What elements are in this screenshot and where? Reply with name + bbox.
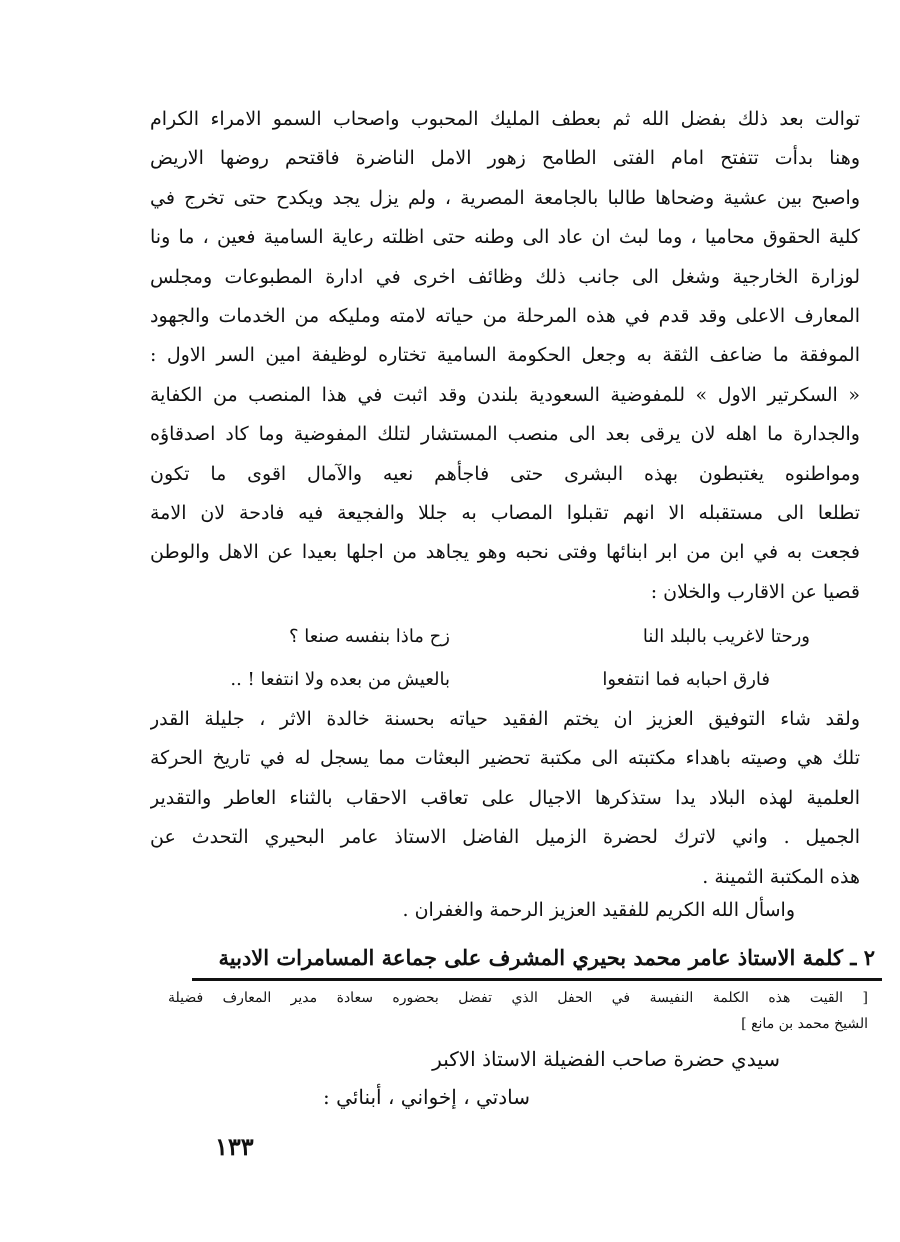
verse-line-2-first-hemistich: فارق احبابه فما انتفعوا xyxy=(602,669,770,690)
text-line: المعارف الاعلى وقد قدم في هذه المرحلة من حياته لامته ومليكه من الخدمات والجهود xyxy=(150,304,860,327)
text-line: الموفقة ما ضاعف الثقة به وجعل الحكومة السامية تختاره لوظيفة امين السر الاول : xyxy=(150,344,860,367)
salutation-line-1: سيدي حضرة صاحب الفضيلة الاستاذ الاكبر xyxy=(432,1047,780,1071)
text-line: تلك هي وصيته باهداء مكتبته الى مكتبة تحضير البعثات مما يسجل له في تاريخ الحركة xyxy=(150,747,860,770)
page-number: ١٣٣ xyxy=(215,1132,254,1161)
text-line: ولقد شاء التوفيق العزيز ان يختم الفقيد حياته بحسنة خالدة الاثر ، جليلة القدر xyxy=(150,708,860,730)
note-line: [ القيت هذه الكلمة النفيسة في الحفل الذي تفضل بحضوره سعادة مدير المعارف فضيلة xyxy=(168,990,868,1006)
text-line: كلية الحقوق محاميا ، وما لبث ان عاد الى وطنه حتى اظلته رعاية السامية فعين ، ما ونا xyxy=(150,226,860,249)
text-line: « السكرتير الاول » للمفوضية السعودية بلندن وقد اثبت في هذا المنصب من الكفاية xyxy=(150,383,860,406)
text-line: وهنا بدأت تتفتح امام الفتى الطامح زهور الامل الناضرة فاقتحم روضها الاريض xyxy=(150,147,860,170)
note-line: الشيخ محمد بن مانع ] xyxy=(741,1016,868,1032)
text-line: ومواطنوه يغتبطون بهذه البشرى حتى فاجأهم نعيه والآمال اقوى ما تكون xyxy=(150,462,860,485)
text-line: والجدارة ما اهله لان يرقى بعد الى منصب المستشار لتلك المفوضية وما كاد اصدقاؤه xyxy=(150,423,860,446)
text-line: واصبح بين عشية وضحاها طالبا بالجامعة المصرية ، ولم يزل يجد ويكدح حتى تخرج في xyxy=(150,186,860,209)
text-line: العلمية لهذه البلاد يدا ستذكرها الاجيال على تعاقب الاحقاب بالثناء العاطر والتقدير xyxy=(150,786,860,809)
text-line: الجميل . واني لاترك لحضرة الزميل الفاضل الاستاذ عامر البحيري التحدث عن xyxy=(150,826,860,849)
body-paragraph-2 xyxy=(150,700,860,897)
verse-line-1-second-hemistich: زح ماذا بنفسه صنعا ؟ xyxy=(288,626,450,647)
text-line: لوزارة الخارجية وشغل الى جانب ذلك وظائف اخرى في ادارة المطبوعات ومجلس xyxy=(150,265,860,288)
salutation-line-2: سادتي ، إخواني ، أبنائي : xyxy=(323,1085,530,1109)
closing-prayer-line: واسأل الله الكريم للفقيد العزيز الرحمة والغفران . xyxy=(402,899,795,921)
text-line: هذه المكتبة الثمينة . xyxy=(702,865,860,888)
text-line: قصيا عن الاقارب والخلان : xyxy=(650,580,860,603)
verse-line-1-first-hemistich: ورحتا لاغريب بالبلد النا xyxy=(642,626,810,647)
text-line: فجعت به في ابن من ابر ابنائها وفتى نحبه وهو يجاهد من اجلها بعيدا عن الاهل والوطن xyxy=(150,541,860,564)
bracketed-note xyxy=(168,985,868,1037)
text-line: توالت بعد ذلك بفضل الله ثم بعطف المليك المحبوب واصحاب السمو الامراء الكرام xyxy=(150,108,860,130)
section-heading: ٢ ـ كلمة الاستاذ عامر محمد بحيري المشرف على جماعة المسامرات الادبية xyxy=(218,945,875,970)
text-line: تطلعا الى مستقبله الا انهم تقبلوا المصاب به جللا والفجيعة فيه فادحة لان الامة xyxy=(150,501,860,524)
verse-line-2-second-hemistich: بالعيش من بعده ولا انتفعا ! .. xyxy=(230,669,450,690)
heading-underline xyxy=(192,978,882,981)
body-paragraph-1 xyxy=(150,100,860,612)
